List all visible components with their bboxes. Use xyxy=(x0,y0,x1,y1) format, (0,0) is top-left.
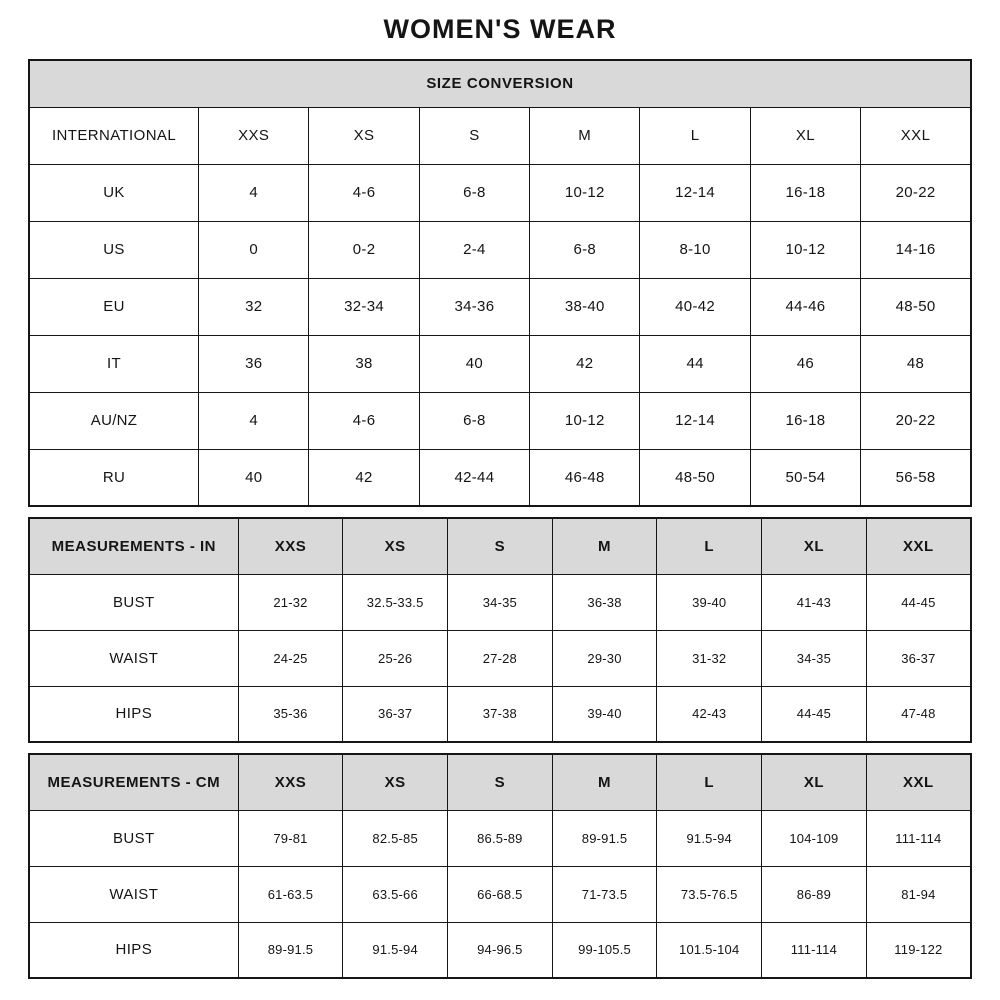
column-header-l: L xyxy=(657,518,762,574)
size-conversion-title: SIZE CONVERSION xyxy=(29,60,971,107)
cell: 31-32 xyxy=(657,630,762,686)
cell: 35-36 xyxy=(238,686,343,742)
cell: 36-37 xyxy=(343,686,448,742)
column-header-xxl: XXL xyxy=(861,107,971,164)
table-row-eu xyxy=(29,278,971,335)
cell: 16-18 xyxy=(750,164,860,221)
cell: 48 xyxy=(861,335,971,392)
cell: 42-43 xyxy=(657,686,762,742)
row-label: HIPS xyxy=(29,686,238,742)
row-label: RU xyxy=(29,449,199,506)
cell: 40 xyxy=(199,449,309,506)
measurements-cm-table xyxy=(28,753,972,979)
cell: 42-44 xyxy=(419,449,529,506)
cell: 10-12 xyxy=(750,221,860,278)
column-header-l: L xyxy=(657,754,762,810)
cell: 0-2 xyxy=(309,221,419,278)
cell: 101.5-104 xyxy=(657,922,762,978)
row-label: HIPS xyxy=(29,922,238,978)
cell: 16-18 xyxy=(750,392,860,449)
table-row-bust-in xyxy=(29,574,971,630)
column-header-m: M xyxy=(530,107,640,164)
cell: 48-50 xyxy=(640,449,750,506)
cell: 34-36 xyxy=(419,278,529,335)
cell: 29-30 xyxy=(552,630,657,686)
measurements-cm-header-row xyxy=(29,754,971,810)
cell: 2-4 xyxy=(419,221,529,278)
cell: 34-35 xyxy=(762,630,867,686)
column-header-xxl: XXL xyxy=(866,754,971,810)
column-header-xl: XL xyxy=(762,754,867,810)
measurements-in-title: MEASUREMENTS - IN xyxy=(29,518,238,574)
cell: 79-81 xyxy=(238,810,343,866)
cell: 4-6 xyxy=(309,164,419,221)
cell: 63.5-66 xyxy=(343,866,448,922)
column-header-xl: XL xyxy=(762,518,867,574)
cell: 66-68.5 xyxy=(448,866,553,922)
cell: 42 xyxy=(530,335,640,392)
column-header-s: S xyxy=(419,107,529,164)
measurements-in-table xyxy=(28,517,972,743)
cell: 41-43 xyxy=(762,574,867,630)
column-header-m: M xyxy=(552,754,657,810)
cell: 6-8 xyxy=(419,392,529,449)
column-header-xs: XS xyxy=(343,518,448,574)
column-header-xxs: XXS xyxy=(199,107,309,164)
cell: 4-6 xyxy=(309,392,419,449)
row-label: WAIST xyxy=(29,630,238,686)
cell: 81-94 xyxy=(866,866,971,922)
cell: 48-50 xyxy=(861,278,971,335)
table-row-hips-in xyxy=(29,686,971,742)
cell: 38-40 xyxy=(530,278,640,335)
cell: 32-34 xyxy=(309,278,419,335)
cell: 91.5-94 xyxy=(343,922,448,978)
cell: 111-114 xyxy=(866,810,971,866)
row-label: WAIST xyxy=(29,866,238,922)
cell: 36-38 xyxy=(552,574,657,630)
table-row-ru xyxy=(29,449,971,506)
cell: 94-96.5 xyxy=(448,922,553,978)
page-title: WOMEN'S WEAR xyxy=(383,14,617,44)
cell: 39-40 xyxy=(657,574,762,630)
column-header-xxs: XXS xyxy=(238,754,343,810)
table-row-it xyxy=(29,335,971,392)
table-row-waist-cm xyxy=(29,866,971,922)
cell: 89-91.5 xyxy=(238,922,343,978)
cell: 73.5-76.5 xyxy=(657,866,762,922)
cell: 20-22 xyxy=(861,164,971,221)
cell: 56-58 xyxy=(861,449,971,506)
cell: 6-8 xyxy=(419,164,529,221)
cell: 89-91.5 xyxy=(552,810,657,866)
cell: 8-10 xyxy=(640,221,750,278)
cell: 20-22 xyxy=(861,392,971,449)
cell: 44-45 xyxy=(762,686,867,742)
column-header-s: S xyxy=(448,754,553,810)
cell: 21-32 xyxy=(238,574,343,630)
cell: 10-12 xyxy=(530,164,640,221)
row-label: BUST xyxy=(29,574,238,630)
cell: 39-40 xyxy=(552,686,657,742)
cell: 44 xyxy=(640,335,750,392)
column-header-m: M xyxy=(552,518,657,574)
row-label: UK xyxy=(29,164,199,221)
cell: 4 xyxy=(199,392,309,449)
cell: 25-26 xyxy=(343,630,448,686)
cell: 47-48 xyxy=(866,686,971,742)
cell: 91.5-94 xyxy=(657,810,762,866)
table-row-uk xyxy=(29,164,971,221)
row-label: EU xyxy=(29,278,199,335)
cell: 99-105.5 xyxy=(552,922,657,978)
cell: 61-63.5 xyxy=(238,866,343,922)
cell: 104-109 xyxy=(762,810,867,866)
column-header-international: INTERNATIONAL xyxy=(29,107,199,164)
table-row-aunz xyxy=(29,392,971,449)
cell: 14-16 xyxy=(861,221,971,278)
cell: 0 xyxy=(199,221,309,278)
column-header-s: S xyxy=(448,518,553,574)
measurements-cm-title: MEASUREMENTS - CM xyxy=(29,754,238,810)
cell: 86-89 xyxy=(762,866,867,922)
size-conversion-table xyxy=(28,59,972,507)
cell: 111-114 xyxy=(762,922,867,978)
cell: 34-35 xyxy=(448,574,553,630)
cell: 40-42 xyxy=(640,278,750,335)
cell: 44-45 xyxy=(866,574,971,630)
cell: 36 xyxy=(199,335,309,392)
row-label: IT xyxy=(29,335,199,392)
cell: 86.5-89 xyxy=(448,810,553,866)
size-conversion-banner-row xyxy=(29,60,971,107)
cell: 46-48 xyxy=(530,449,640,506)
cell: 10-12 xyxy=(530,392,640,449)
table-row-hips-cm xyxy=(29,922,971,978)
column-header-xxs: XXS xyxy=(238,518,343,574)
cell: 4 xyxy=(199,164,309,221)
cell: 32 xyxy=(199,278,309,335)
cell: 12-14 xyxy=(640,164,750,221)
table-row-waist-in xyxy=(29,630,971,686)
measurements-in-header-row xyxy=(29,518,971,574)
cell: 36-37 xyxy=(866,630,971,686)
row-label: US xyxy=(29,221,199,278)
column-header-l: L xyxy=(640,107,750,164)
table-row-bust-cm xyxy=(29,810,971,866)
cell: 46 xyxy=(750,335,860,392)
row-label: AU/NZ xyxy=(29,392,199,449)
column-header-xxl: XXL xyxy=(866,518,971,574)
cell: 82.5-85 xyxy=(343,810,448,866)
column-header-xl: XL xyxy=(750,107,860,164)
cell: 44-46 xyxy=(750,278,860,335)
cell: 71-73.5 xyxy=(552,866,657,922)
cell: 42 xyxy=(309,449,419,506)
cell: 50-54 xyxy=(750,449,860,506)
cell: 37-38 xyxy=(448,686,553,742)
cell: 6-8 xyxy=(530,221,640,278)
row-label: BUST xyxy=(29,810,238,866)
table-row-us xyxy=(29,221,971,278)
cell: 12-14 xyxy=(640,392,750,449)
column-header-xs: XS xyxy=(343,754,448,810)
cell: 32.5-33.5 xyxy=(343,574,448,630)
cell: 38 xyxy=(309,335,419,392)
cell: 27-28 xyxy=(448,630,553,686)
column-header-xs: XS xyxy=(309,107,419,164)
cell: 40 xyxy=(419,335,529,392)
cell: 119-122 xyxy=(866,922,971,978)
size-conversion-header-row xyxy=(29,107,971,164)
cell: 24-25 xyxy=(238,630,343,686)
